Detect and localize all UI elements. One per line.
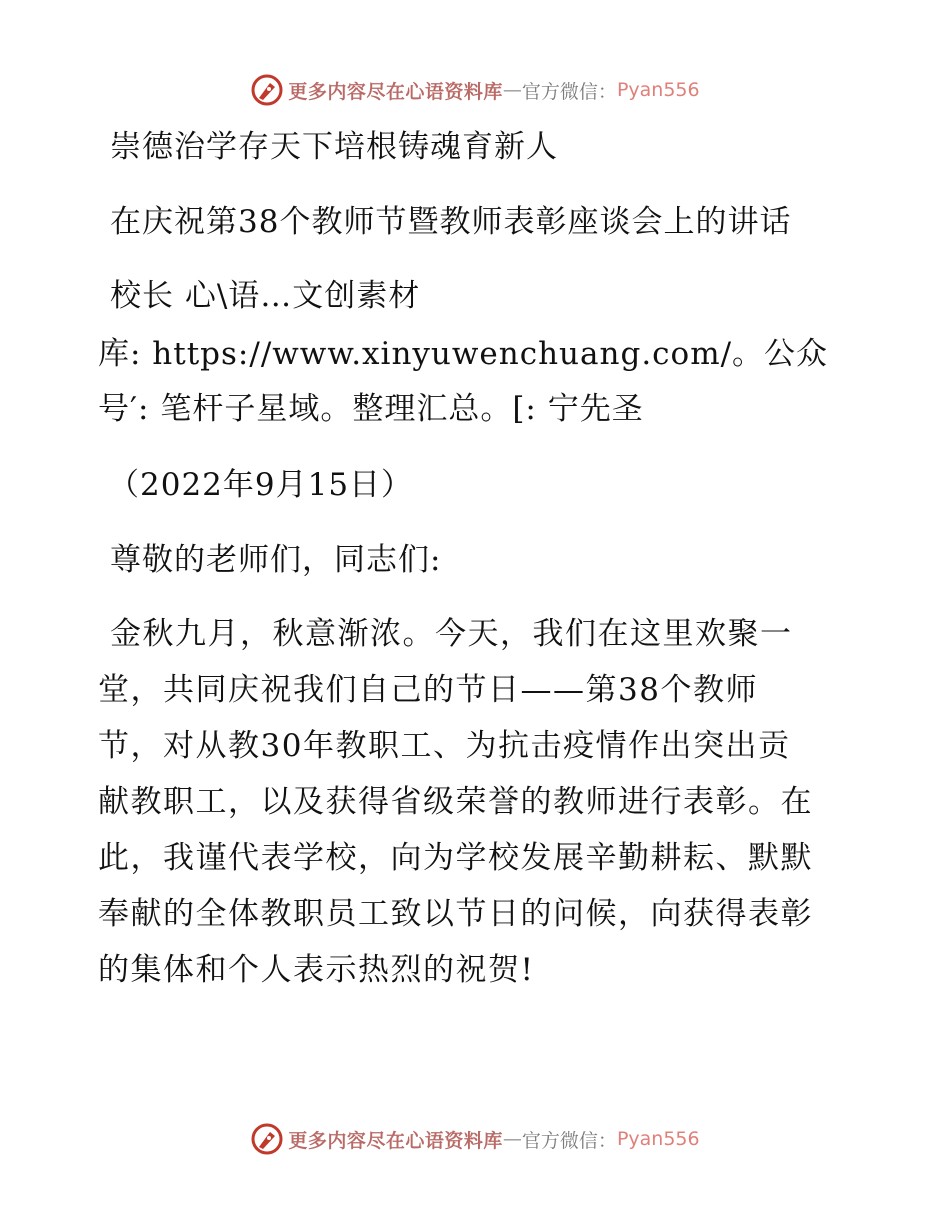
watermark-wechat-id: Pyan556 bbox=[616, 1128, 700, 1150]
watermark-text: 更多内容尽在心语资料库 bbox=[288, 1129, 503, 1152]
watermark-separator: — bbox=[502, 79, 522, 101]
paragraph-line: 此，我谨代表学校，向为学校发展辛勤耕耘、默默 bbox=[98, 840, 813, 876]
pen-nib-logo-icon bbox=[250, 73, 284, 107]
pen-nib-logo-icon bbox=[250, 1122, 284, 1156]
watermark-header bbox=[0, 70, 950, 110]
document-date: （2022年9月15日） bbox=[108, 467, 414, 503]
author-line-2: 库: https://www.xinyuwenchuang.com/。公众 bbox=[98, 336, 829, 372]
author-line-3: 号′: 笔杆子星域。整理汇总。[: 宁先圣 bbox=[98, 391, 644, 427]
paragraph-line: 堂，共同庆祝我们自己的节日——第38个教师 bbox=[98, 672, 758, 708]
watermark-text: 更多内容尽在心语资料库 bbox=[288, 80, 503, 103]
watermark-footer bbox=[0, 1119, 950, 1159]
watermark-wechat-label: 官方微信： bbox=[521, 80, 617, 103]
paragraph-line: 的集体和个人表示热烈的祝贺! bbox=[98, 952, 535, 988]
paragraph-line: 节，对从教30年教职工、为抗击疫情作出突出贡 bbox=[98, 728, 791, 764]
document-subtitle: 在庆祝第38个教师节暨教师表彰座谈会上的讲话 bbox=[110, 204, 792, 240]
watermark-wechat-label: 官方微信： bbox=[521, 1129, 617, 1152]
greeting: 尊敬的老师们，同志们: bbox=[110, 542, 442, 578]
watermark-wechat-id: Pyan556 bbox=[616, 79, 700, 101]
paragraph-line: 奉献的全体教职员工致以节日的问候，向获得表彰 bbox=[98, 896, 813, 932]
body-paragraph bbox=[98, 606, 858, 998]
document-title: 崇德治学存天下培根铸魂育新人 bbox=[110, 129, 558, 165]
watermark-separator: — bbox=[502, 1128, 522, 1150]
author-line-1: 校长 心\语…文创素材 bbox=[110, 278, 421, 314]
paragraph-line: 献教职工，以及获得省级荣誉的教师进行表彰。在 bbox=[98, 784, 813, 820]
paragraph-line: 金秋九月，秋意渐浓。今天，我们在这里欢聚一 bbox=[110, 616, 793, 652]
